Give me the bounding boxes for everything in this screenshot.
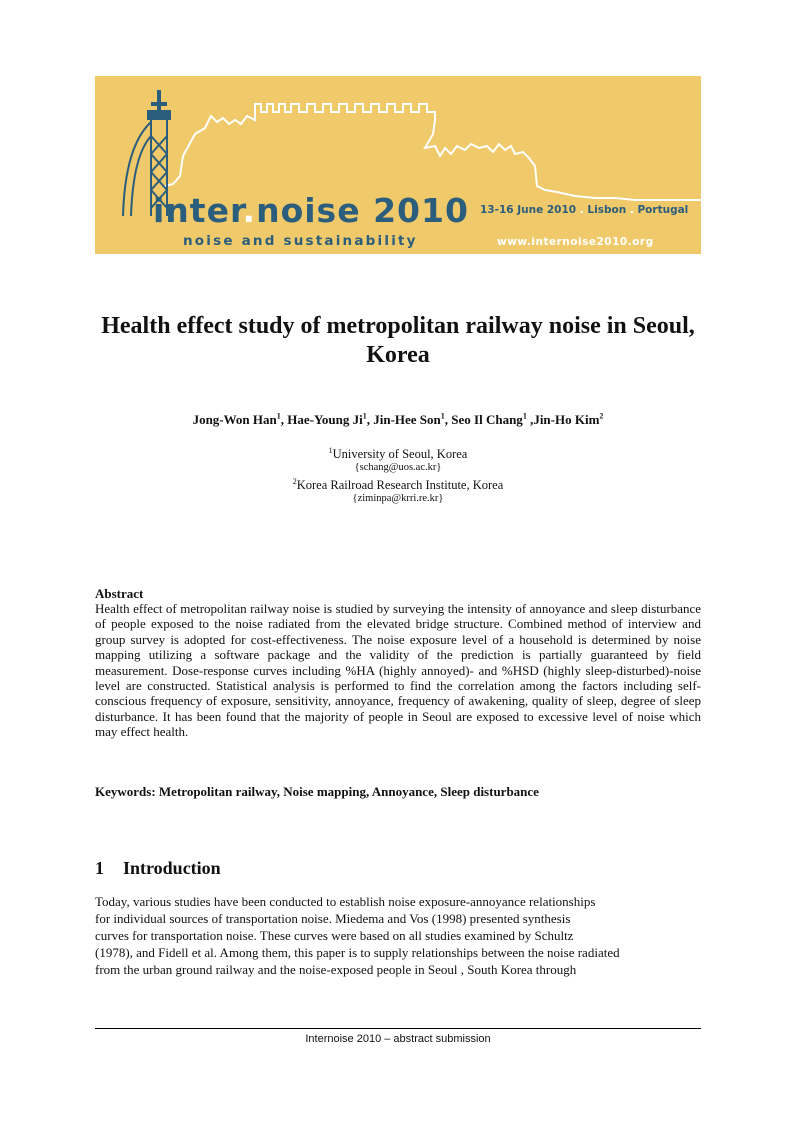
page-footer: Internoise 2010 – abstract submission — [305, 1033, 491, 1045]
conference-tagline: noise and sustainability — [183, 233, 418, 249]
author: Jin-Ho Kim$^2$ — [533, 412, 604, 428]
author: Seo Il Chang$^1$ , — [451, 412, 534, 428]
text-line: Today, various studies have been conducted to establish noise exposure-annoyance relationships — [95, 894, 596, 909]
author: Jin-Hee Son$^1$, — [373, 412, 452, 428]
text-line: curves for transportation noise. These curves were based on all studies examined by Schultz — [95, 928, 574, 943]
text-line: (1978), and Fidell et al. Among them, this paper is to supply relationships between the noise radiated — [95, 945, 620, 960]
conference-dates: 13-16 June 2010 . Lisbon . Portugal — [480, 204, 689, 216]
conference-banner — [95, 76, 701, 254]
author: Hae-Young Ji$^1$, — [287, 412, 374, 428]
introduction-text — [95, 893, 701, 978]
text-line: for individual sources of transportation noise. Miedema and Vos (1998) presented synthesis — [95, 911, 571, 926]
paper-title: Health effect study of metropolitan railway noise in Seoul, Korea — [101, 313, 695, 368]
affiliation: $^1$University of Seoul, Korea — [328, 446, 468, 462]
affiliation-email: {ziminpa@krri.re.kr} — [352, 493, 444, 504]
conference-url: www.internoise2010.org — [497, 236, 654, 248]
text-line: from the urban ground railway and the noise-exposed people in Seoul , South Korea through — [95, 962, 577, 977]
keywords: Keywords: Metropolitan railway, Noise mapping, Annoyance, Sleep disturbance — [95, 784, 539, 799]
author-list — [95, 412, 701, 428]
conference-logo-text: inter.noise 2010 — [153, 191, 469, 230]
abstract-text: Health effect of metropolitan railway noise is studied by surveying the intensity of annoyance and sleep disturbance of people exposed to the noise radiated from the elevated bridge structure. Combined method of interview and group survey is adopted for cost-effectiveness. The noise exposure level of a household is determined by noise mapping utilizing a software package and the validity of the prediction is partially guaranteed by field measurement. Dose-response curves including %HA (highly annoyed)- and %HSD (highly sleep-disturbed)-noise level are constructed. Statistical analysis is performed to find the correlation among the factors including self-conscious frequency of exposure, sensitivity, annoyance, frequency of awakening, quality of sleep, degree of sleep disturbance. It has been found that the majority of people in Seoul are exposed to excessive level of noise which may effect health. — [95, 601, 701, 740]
footer-divider — [95, 1028, 701, 1029]
section-heading: 1 Introduction — [95, 858, 221, 878]
affiliation: $^2$Korea Railroad Research Institute, Korea — [292, 477, 504, 493]
affiliation-email: {schang@uos.ac.kr} — [354, 462, 442, 473]
author: Jong-Won Han$^1$, — [192, 412, 288, 428]
abstract-heading: Abstract — [95, 586, 144, 601]
